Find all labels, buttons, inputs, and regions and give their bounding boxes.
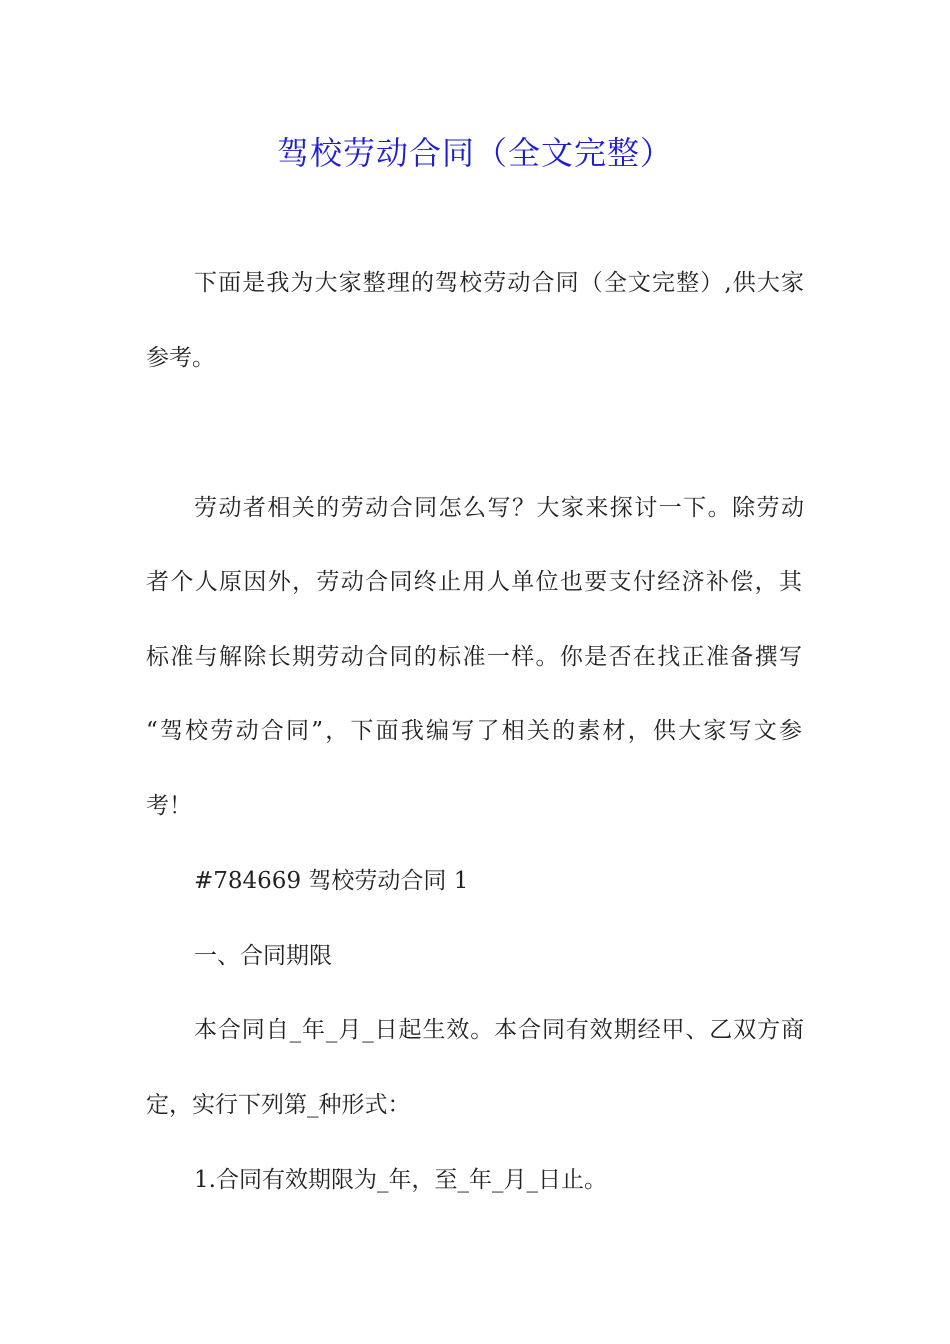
list-item-1: 1.合同有效期限为_年，至_年_月_日止。 <box>194 1167 607 1193</box>
clause-text-line-1: 本合同自_年_月_日起生效。本合同有效期经甲、乙双方商 <box>194 1017 804 1043</box>
section-heading: #784669 驾校劳动合同 1 <box>194 868 469 894</box>
clause-text-line-2: 定，实行下列第_种形式： <box>146 1092 411 1118</box>
paragraph-line-3: 标准与解除长期劳动合同的标准一样。你是否在找正准备撰写 <box>146 644 802 670</box>
paragraph-line-2: 者个人原因外，劳动合同终止用人单位也要支付经济补偿，其 <box>146 569 802 595</box>
paragraph-line-1: 劳动者相关的劳动合同怎么写？大家来探讨一下。除劳动 <box>194 495 804 521</box>
intro-line-1: 下面是我为大家整理的驾校劳动合同（全文完整）,供大家 <box>194 270 804 296</box>
document-title: 驾校劳动合同（全文完整） <box>276 134 673 172</box>
paragraph-line-4: “驾校劳动合同”，下面我编写了相关的素材，供大家写文参 <box>146 718 802 744</box>
clause-heading: 一、合同期限 <box>194 943 332 969</box>
intro-line-2: 参考。 <box>146 345 215 371</box>
paragraph-line-5: 考！ <box>146 793 192 819</box>
